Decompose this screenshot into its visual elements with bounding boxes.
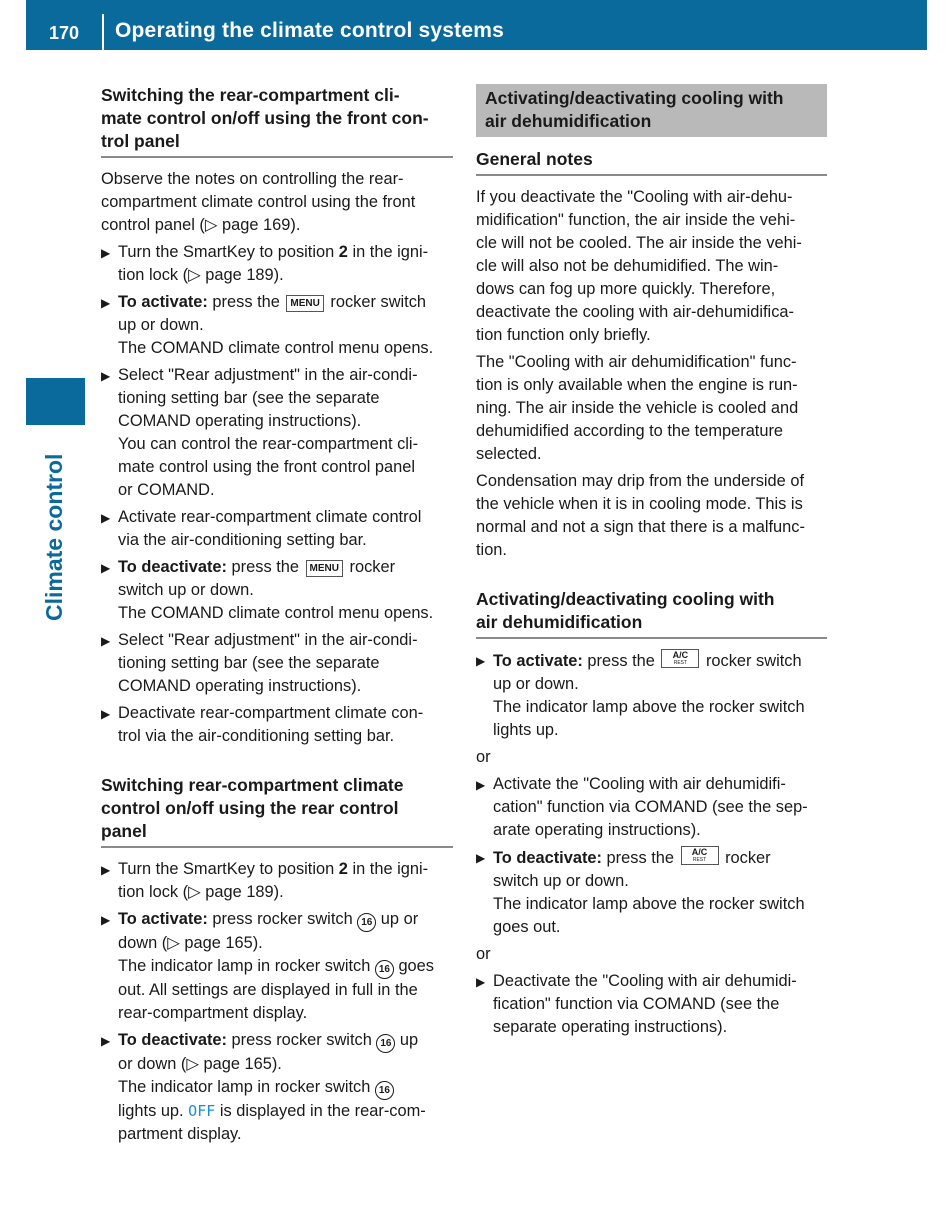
text-line: cle will not be cooled. The air inside the vehi- xyxy=(476,234,802,252)
heading-line: trol panel xyxy=(101,131,180,151)
text: rocker xyxy=(720,849,771,867)
instruction-step xyxy=(101,858,453,904)
step-arrow-icon: ▶ xyxy=(476,975,486,989)
text-line: goes out. xyxy=(493,918,561,936)
instruction-step xyxy=(101,506,453,552)
heading-line: Activating/deactivating cooling with xyxy=(485,88,784,108)
step-arrow-icon: ▶ xyxy=(101,913,111,927)
step-arrow-icon: ▶ xyxy=(101,863,111,877)
text-line: Condensation may drip from the underside of xyxy=(476,472,804,490)
heading-line: Activating/deactivating cooling with xyxy=(476,589,775,609)
text-line: or down (▷ page 165). xyxy=(118,1055,282,1073)
text-line: tion is only available when the engine is run- xyxy=(476,376,798,394)
rocker-switch-16-icon: 16 xyxy=(357,913,376,932)
text-line: You can control the rear-compartment cli- xyxy=(118,435,419,453)
section-tab-marker xyxy=(26,378,85,425)
text: is displayed in the rear-com- xyxy=(215,1102,426,1120)
step-label: To activate: xyxy=(118,910,208,928)
text-line: or COMAND. xyxy=(118,481,215,499)
text-line: up or down. xyxy=(118,316,204,334)
ac-key-label: A/C xyxy=(691,847,708,857)
text-line xyxy=(118,955,453,979)
step-arrow-icon: ▶ xyxy=(476,778,486,792)
text-line xyxy=(118,858,453,881)
or-separator: or xyxy=(476,945,491,963)
rocker-switch-16-icon: 16 xyxy=(376,1034,395,1053)
rocker-switch-16-icon: 16 xyxy=(375,960,394,979)
text: The indicator lamp in rocker switch xyxy=(118,1078,375,1096)
heading-line: panel xyxy=(101,821,147,841)
text-line: partment display. xyxy=(118,1125,242,1143)
page-number: 170 xyxy=(48,23,80,43)
text: rocker switch xyxy=(701,652,802,670)
ac-rest-key-icon xyxy=(681,846,719,865)
text-line xyxy=(493,846,827,870)
text-line: tion lock (▷ page 189). xyxy=(118,266,284,284)
text-line: separate operating instructions). xyxy=(493,1018,728,1036)
general-notes-paragraph xyxy=(476,470,827,562)
text-line: The indicator lamp above the rocker switch xyxy=(493,698,805,716)
text-line xyxy=(118,1100,453,1123)
text-line: The COMAND climate control menu opens. xyxy=(118,339,434,357)
text-line: out. All settings are displayed in full in the xyxy=(118,981,418,999)
page-header xyxy=(26,0,927,50)
text-line: lights up. xyxy=(493,721,559,739)
text-line: The indicator lamp above the rocker switch xyxy=(493,895,805,913)
position-number: 2 xyxy=(338,860,348,878)
text: in the igni- xyxy=(347,243,429,261)
instruction-step xyxy=(101,241,453,287)
step-arrow-icon: ▶ xyxy=(101,561,111,575)
text-line: dehumidified according to the temperature xyxy=(476,422,784,440)
menu-key-icon: MENU xyxy=(306,560,343,577)
text-line: tioning setting bar (see the separate xyxy=(118,654,380,672)
text-line: up or down. xyxy=(493,675,579,693)
rocker-switch-16-icon: 16 xyxy=(375,1081,394,1100)
text-line: Activate the "Cooling with air dehumidifi- xyxy=(493,775,786,793)
step-label: To deactivate: xyxy=(118,558,227,576)
ac-rest-key-icon xyxy=(661,649,699,668)
menu-key-icon: MENU xyxy=(286,295,323,312)
text-line: tion function only briefly. xyxy=(476,326,651,344)
text-line: Select "Rear adjustment" in the air-condi- xyxy=(118,366,418,384)
right-column xyxy=(476,84,827,1043)
step-label: To activate: xyxy=(118,293,208,311)
text-line: tion. xyxy=(476,541,507,559)
text-line: trol via the air-conditioning setting bar. xyxy=(118,727,395,745)
ac-key-label: A/C xyxy=(672,650,689,660)
header-divider xyxy=(102,14,104,50)
instruction-step xyxy=(476,970,827,1039)
instruction-step xyxy=(476,773,827,842)
heading-line: control on/off using the rear control xyxy=(101,798,399,818)
instruction-step xyxy=(101,556,453,625)
text-line: Deactivate rear-compartment climate con- xyxy=(118,704,424,722)
text-line: compartment climate control using the front xyxy=(101,193,416,211)
text-line: down (▷ page 165). xyxy=(118,934,263,952)
text-line: If you deactivate the "Cooling with air-dehu- xyxy=(476,188,793,206)
text: The indicator lamp in rocker switch xyxy=(118,957,375,975)
intro-paragraph xyxy=(101,168,453,237)
instruction-step xyxy=(101,908,453,1025)
text: goes xyxy=(393,957,434,975)
text-line: fication" function via COMAND (see the xyxy=(493,995,780,1013)
text-line xyxy=(118,291,453,314)
text-line xyxy=(493,649,827,673)
text: up xyxy=(395,1031,419,1049)
left-column xyxy=(101,84,453,1150)
heading-line: air dehumidification xyxy=(476,612,643,632)
text-line: ning. The air inside the vehicle is cooled and xyxy=(476,399,799,417)
instruction-step xyxy=(101,702,453,748)
section-heading-rear-panel xyxy=(101,774,453,848)
text-line xyxy=(118,556,453,579)
text: press rocker switch xyxy=(227,1031,377,1049)
off-display-text: OFF xyxy=(188,1102,216,1120)
step-label: To deactivate: xyxy=(493,849,602,867)
text-line: deactivate the cooling with air-dehumidifica- xyxy=(476,303,794,321)
text-line: switch up or down. xyxy=(118,581,254,599)
text: press rocker switch xyxy=(207,910,358,928)
text: press the xyxy=(602,849,679,867)
instruction-step xyxy=(476,649,827,742)
heading-line: Switching the rear-compartment cli- xyxy=(101,85,400,105)
text-line: tioning setting bar (see the separate xyxy=(118,389,380,407)
step-arrow-icon: ▶ xyxy=(101,296,111,310)
text-line: switch up or down. xyxy=(493,872,629,890)
text-line: midification" function, the air inside the vehi- xyxy=(476,211,796,229)
text-line: the vehicle when it is in cooling mode. This is xyxy=(476,495,803,513)
text-line: selected. xyxy=(476,445,542,463)
step-arrow-icon: ▶ xyxy=(101,246,111,260)
step-arrow-icon: ▶ xyxy=(476,654,486,668)
text: press the xyxy=(582,652,660,670)
text: Turn the SmartKey to position xyxy=(118,243,339,261)
text-line: cle will also not be dehumidified. The win- xyxy=(476,257,779,275)
chapter-title: Operating the climate control systems xyxy=(115,19,505,42)
text-line: normal and not a sign that there is a malfunc- xyxy=(476,518,805,536)
text-line: tion lock (▷ page 189). xyxy=(118,883,284,901)
text-line: dows can fog up more quickly. Therefore, xyxy=(476,280,776,298)
step-arrow-icon: ▶ xyxy=(101,634,111,648)
text-line: mate control using the front control panel xyxy=(118,458,416,476)
heading-line: Switching rear-compartment climate xyxy=(101,775,404,795)
step-arrow-icon: ▶ xyxy=(101,1034,111,1048)
text-line xyxy=(118,908,453,932)
text-line: COMAND operating instructions). xyxy=(118,677,362,695)
text-line: rear-compartment display. xyxy=(118,1004,308,1022)
text-line xyxy=(118,1076,453,1100)
heading-line: air dehumidification xyxy=(485,111,652,131)
text-line: via the air-conditioning setting bar. xyxy=(118,531,367,549)
instruction-step xyxy=(101,364,453,502)
text: lights up. xyxy=(118,1102,189,1120)
text: press the xyxy=(227,558,304,576)
step-arrow-icon: ▶ xyxy=(476,851,486,865)
position-number: 2 xyxy=(338,243,348,261)
text-line: cation" function via COMAND (see the sep- xyxy=(493,798,808,816)
or-separator: or xyxy=(476,748,491,766)
instruction-step xyxy=(101,1029,453,1146)
instruction-step xyxy=(476,846,827,939)
instruction-step xyxy=(101,291,453,360)
text: rocker xyxy=(344,558,396,576)
heading-line: mate control on/off using the front con- xyxy=(101,108,429,128)
section-heading-front-panel xyxy=(101,84,453,158)
step-label: To deactivate: xyxy=(118,1031,227,1049)
text-line: COMAND operating instructions). xyxy=(118,412,362,430)
step-arrow-icon: ▶ xyxy=(101,511,111,525)
text-line: Select "Rear adjustment" in the air-condi- xyxy=(118,631,418,649)
text-line: Deactivate the "Cooling with air dehumidi- xyxy=(493,972,797,990)
text: Turn the SmartKey to position xyxy=(118,860,339,878)
instruction-step xyxy=(101,629,453,698)
text-line: arate operating instructions). xyxy=(493,821,701,839)
general-notes-heading: General notes xyxy=(476,148,827,176)
general-notes-paragraph xyxy=(476,351,827,466)
main-section-heading xyxy=(476,84,827,137)
section-tab-label: Climate control xyxy=(41,453,67,621)
text: up or xyxy=(376,910,419,928)
rest-key-label: REST xyxy=(673,660,688,666)
text-line: Activate rear-compartment climate control xyxy=(118,508,422,526)
step-arrow-icon: ▶ xyxy=(101,707,111,721)
text-line: The "Cooling with air dehumidification" func- xyxy=(476,353,797,371)
text: press the xyxy=(207,293,285,311)
text-line: Observe the notes on controlling the rear- xyxy=(101,170,404,188)
text-line xyxy=(118,1029,453,1053)
section-heading-cooling xyxy=(476,588,827,639)
text-line: control panel (▷ page 169). xyxy=(101,216,301,234)
rest-key-label: REST xyxy=(692,857,707,863)
step-arrow-icon: ▶ xyxy=(101,369,111,383)
text-line xyxy=(118,241,453,264)
step-label: To activate: xyxy=(493,652,583,670)
general-notes-paragraph xyxy=(476,186,827,347)
text: rocker switch xyxy=(325,293,427,311)
text: in the igni- xyxy=(347,860,429,878)
text-line: The COMAND climate control menu opens. xyxy=(118,604,434,622)
